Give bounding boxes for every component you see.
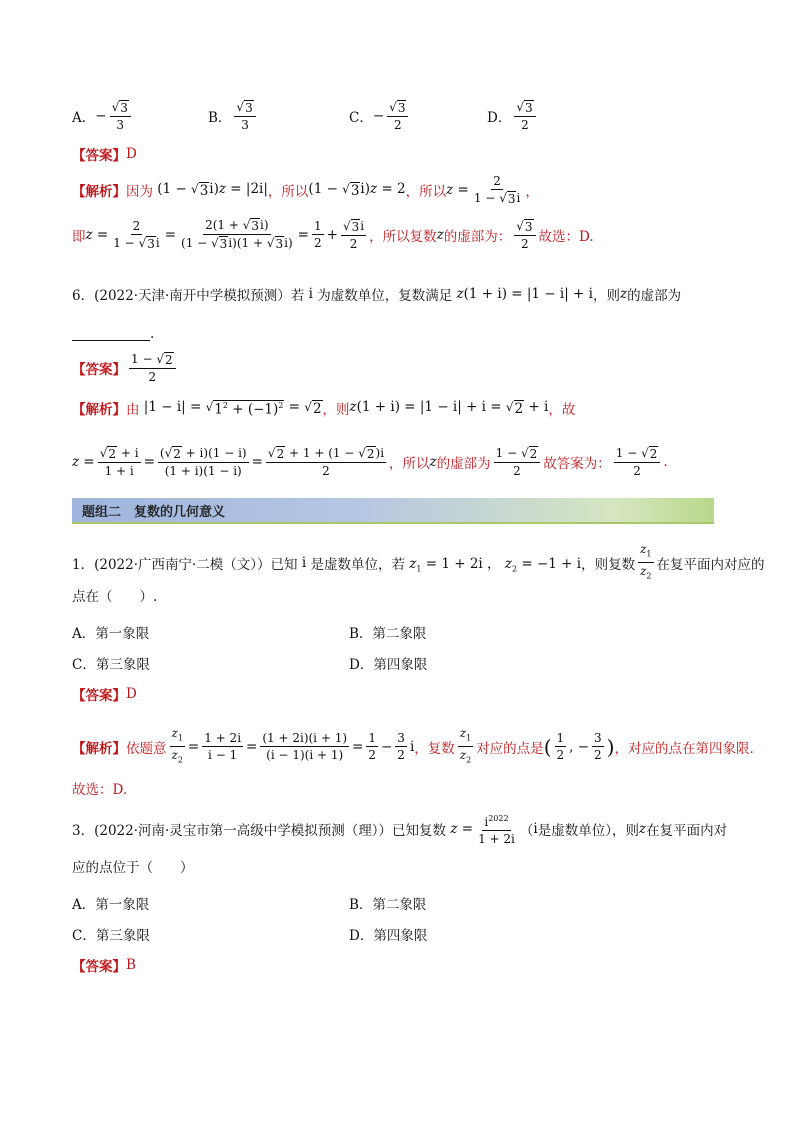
g2q1-conclusion: 故选：D. (72, 782, 128, 798)
q5-option-d: D． √ 3 2 (487, 100, 539, 132)
g2q3-option-c: C．第三象限 (72, 928, 150, 944)
g2q3-stem: 3．(2022·河南·灵宝市第一高级中学模拟预测（理））已知复数 z = $\frac{i^{2022}}{1 + 2i}$ （ i 是虚数单位），则 z 在复平面内对 (72, 814, 728, 846)
q5-option-b: B． √ 3 3 (208, 100, 259, 132)
g2q1-option-a: A．第一象限 (72, 626, 150, 642)
answer-blank (72, 328, 150, 341)
option-label: A． (72, 110, 96, 126)
g2q1-answer: 【答案】 D (72, 686, 137, 704)
g2q3-option-a: A．第一象限 (72, 897, 150, 913)
g2q1-option-b: B．第二象限 (349, 626, 427, 642)
g2q1-stem: 1．(2022·广西南宁·二模（文））已知 i 是虚数单位，若 $z_1 = 1 + 2i$ ， $z_2 = -1 + i$ ，则复数 $\frac{z_1}{z_2}$ 在复平面内对应的 (72, 542, 765, 581)
g2q1-option-c: C．第三象限 (72, 657, 150, 673)
g2q3-option-d: D．第四象限 (349, 928, 428, 944)
section-banner (72, 498, 714, 524)
g2q3-stem-line2: 应的点位于（ ） (72, 860, 194, 876)
g2q1-stem-line2: 点在（ ）. (72, 589, 158, 605)
q5-option-c: C． − √ 3 2 (349, 100, 411, 132)
option-label: B． (208, 110, 232, 126)
q6-blank: . (72, 326, 154, 342)
q5-analysis-line2: 即 z = 2 1 − √ 3 i = 2(1 + √ 3 i) (1 − √ 3 i)(1 + √ 3 i) = $\frac{1}{2}$ + √ 3 i 2 ，所以复数 z 的虚部为： √ 3 2 故选：D. (72, 218, 594, 251)
g2q3-answer: 【答案】 B (72, 957, 136, 975)
q5-option-a: A． − √ 3 3 (72, 100, 134, 132)
q6-analysis-line1: 【解析】 由 |1 − i| = √ $1^2 + (-1)^2$ = √ 2 ，则 z(1 + i) = |1 − i| + i = √ 2 + i ，故 (72, 398, 576, 418)
option-label: C． (349, 110, 373, 126)
q5-analysis-line1: 【解析】 因为 (1 − √ 3 i)z = |2i| ，所以 (1 − √ 3 i)z = 2 ，所以 z = 2 1 − √ 3 i ， (72, 174, 539, 206)
g2q3-option-b: B．第二象限 (349, 897, 427, 913)
q5-answer: 【答案】 D (72, 146, 137, 164)
q6-stem: 6．(2022·天津·南开中学模拟预测）若 i 为虚数单位，复数满足 z(1 + i) = |1 − i| + i ，则 z 的虚部为 (72, 286, 682, 304)
q6-analysis-line2: z = √ 2 + i 1 + i = ( √ 2 + i)(1 − i) (1 + i)(1 − i) = √ 2 + 1 + (1 − √ 2 )i 2 ，所以 z 的虚部为 1 − √ 2 2 故答案为： 1 − √ 2 2 . (72, 446, 668, 478)
section-title: 题组二 复数的几何意义 (82, 504, 226, 520)
option-label: D． (487, 110, 512, 126)
g2q1-option-d: D．第四象限 (349, 657, 428, 673)
g2q1-analysis: 【解析】 依题意 $\frac{z_1}{z_2}$ = $\frac{1 + 2i}{i - 1}$ = $\frac{(1 + 2i)(i + 1)}{(i - 1)(i + 1)}$ = $\frac{1}{2}$ − $\frac{3}{2}$ i ，复数 $\frac{z_1}{z_2}$ 对应的点是 ( $\frac{1}{2}$ , − $\frac{3}{2}$ ) ，对应的点在第四象限. (72, 726, 754, 765)
q6-answer: 【答案】 1 − √ 2 2 (72, 352, 179, 384)
